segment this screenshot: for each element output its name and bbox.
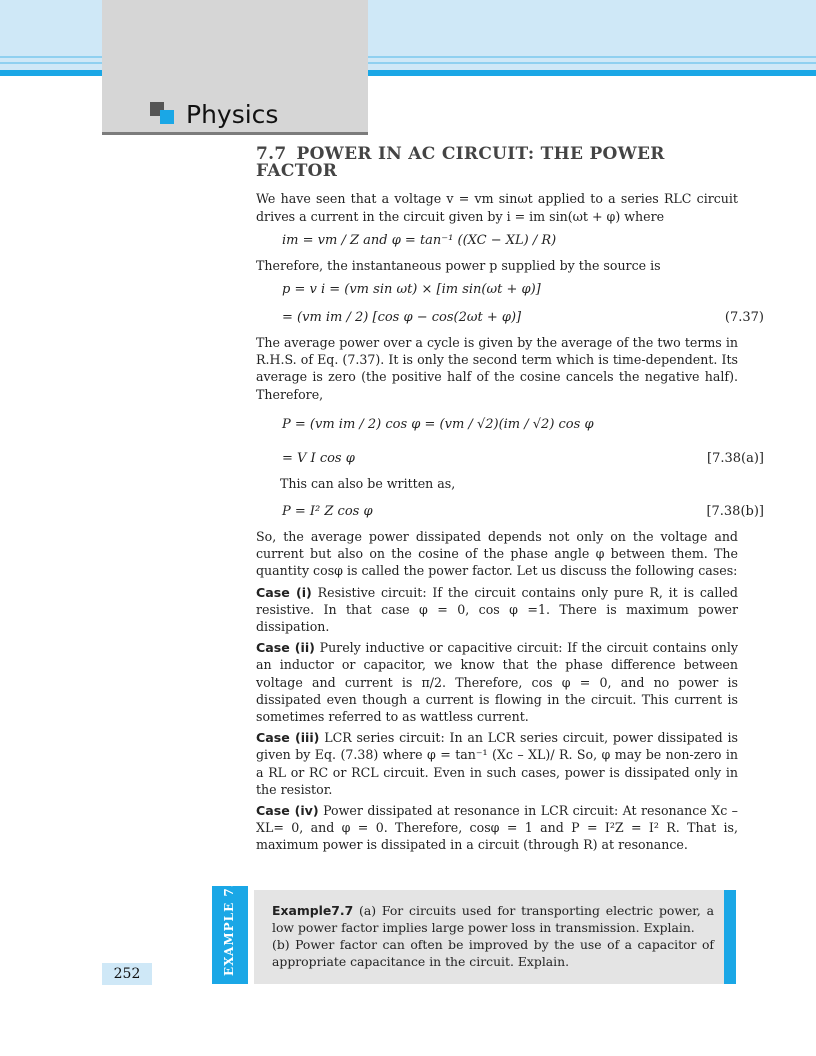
subject-title: Physics [186,100,279,129]
equation [282,278,738,302]
equation [282,447,764,471]
example-edge [724,890,736,984]
equation [282,306,764,330]
paragraph: The average power over a cycle is given by the average of the two terms in R.H.S. of Eq. (7.37). It is only the second term which is time-dependent. Its average is zero (the positive half of the cosine cancels the negative half). Therefore, [256,335,738,402]
section-number: 7.7 [256,144,287,164]
equation [282,229,738,253]
example-label: EXAMPLE 7.7 [222,872,236,976]
case-item [256,639,738,725]
case-label: Case (iv) [256,803,319,819]
case-label: Case (iii) [256,730,320,746]
equation-text: im = vm / Z and φ = tan⁻¹ ((XC − XL) / R) [282,232,557,248]
equation-text: = (vm im / 2) [cos φ − cos(2ωt + φ)] [282,310,522,326]
equation-text: P = (vm im / 2) cos φ = (vm / √2)(im / √2) cos φ [282,416,594,432]
case-list [256,584,738,854]
equation-number: [7.38(b)] [706,504,764,520]
case-text: Purely inductive or capacitive circuit: If the circuit contains only an inductor or capacitor, we know that the phase difference between voltage and current is π/2. Therefore, cos φ = 0, and no power is dissipated even though a current is flowing in the circuit. This current is sometimes referred to as wattless current. [256,640,738,725]
equation-number: [7.38(a)] [707,450,764,466]
case-text: LCR series circuit: In an LCR series circuit, power dissipated is given by Eq. (7.38) where φ = tan⁻¹ (Xc – XL)/ R. So, φ may be non-zero in a RL or RC or RCL circuit. Even in such cases, power is dissipated only in the resistor. [256,730,738,797]
case-item [256,729,738,798]
example-text [272,902,714,970]
case-item [256,802,738,854]
paragraph: Therefore, the instantaneous power p supplied by the source is [256,257,661,273]
header-rule [102,132,368,135]
example-title: Example7.7 [272,903,354,918]
paragraph: This can also be written as, [280,475,456,491]
equation-number: (7.37) [724,310,764,326]
equation [282,413,738,437]
case-label: Case (i) [256,584,312,600]
paragraph: So, the average power dissipated depends not only on the voltage and current but also on the cosine of the phase angle φ between them. The quantity cosφ is called the power factor. Let us discuss the following cases: [256,529,738,579]
page-number: 252 [102,963,152,985]
paragraph: We have seen that a voltage v = vm sinωt applied to a series RLC circuit drives a current in the circuit given by i = im sin(ωt + φ) where [256,191,738,224]
section-title-text: POWER IN AC CIRCUIT: THE POWER FACTOR [256,144,665,182]
case-label: Case (ii) [256,640,315,656]
section-title [256,146,738,180]
main-content [256,144,764,854]
equation-text: = V I cos φ [282,450,355,466]
equation-text: p = v i = (vm sin ωt) × [im sin(ωt + φ)] [282,282,541,298]
example-text-b: (b) Power factor can often be improved by the use of a capacitor of appropriate capacitance in the circuit. Explain. [272,937,714,969]
example-text-a: (a) For circuits used for transporting electric power, a low power factor implies large power loss in transmission. Explain. [272,903,714,935]
equation [282,500,764,524]
logo-square-icon [160,110,174,124]
case-item [256,584,738,636]
equation-text: P = I² Z cos φ [282,504,373,520]
case-text: Resistive circuit: If the circuit contains only pure R, it is called resistive. In that case φ = 0, cos φ =1. There is maximum power dissipation. [256,584,738,635]
example-part-a [272,902,714,936]
case-text: Power dissipated at resonance in LCR circuit: At resonance Xc – XL= 0, and φ = 0. Therefore, cosφ = 1 and P = I²Z = I² R. That is, maximum power is dissipated in a circuit (through R) at resonance. [256,803,738,853]
